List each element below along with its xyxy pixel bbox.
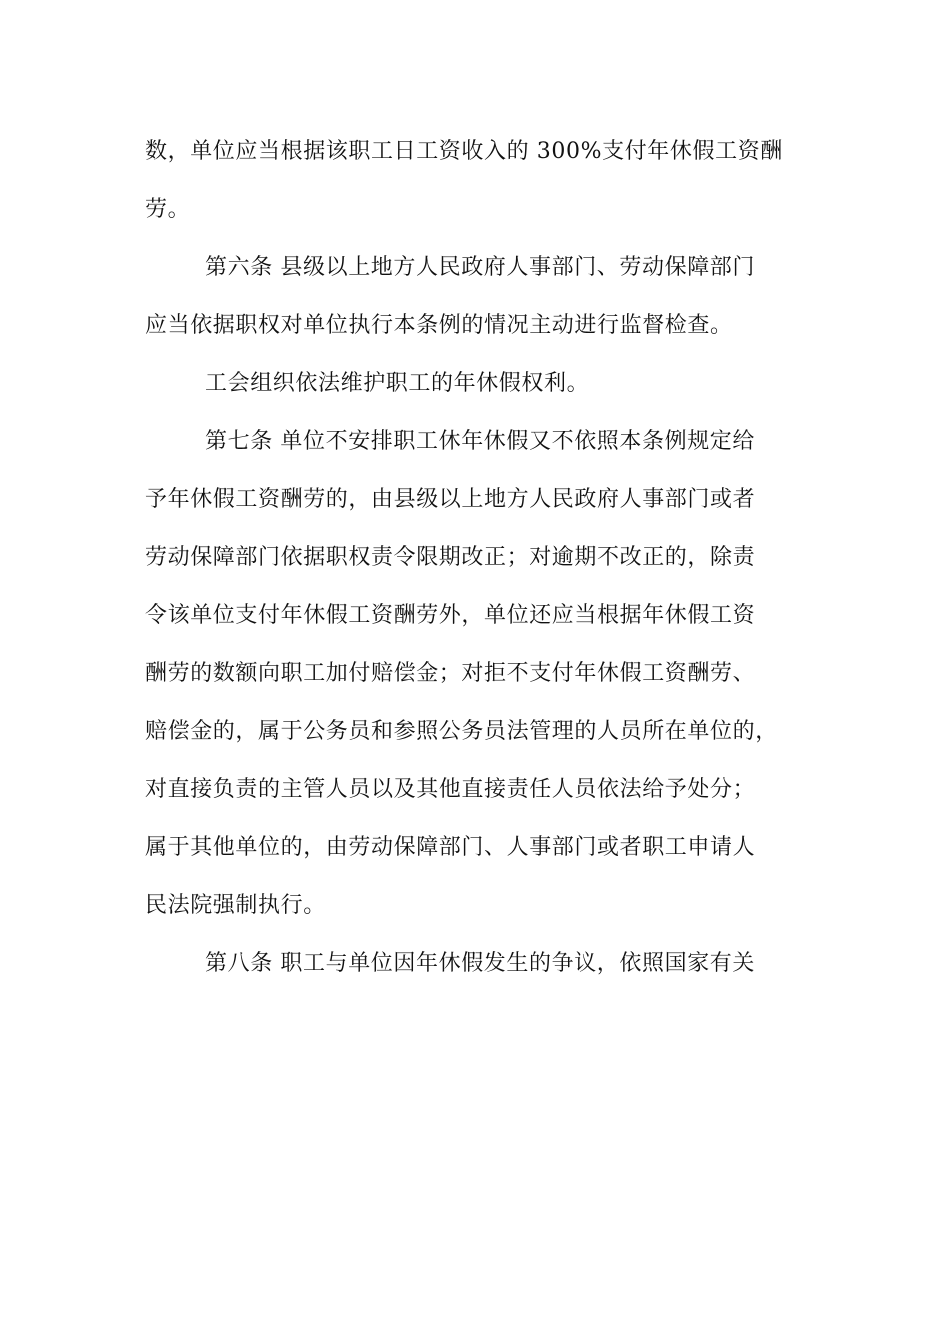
article-7-heading-line: 第七条 单位不安排职工休年休假又不依照本条例规定给 [205,429,755,454]
text-line-4: 应当依据职权对单位执行本条例的情况主动进行监督检查。 [145,313,733,338]
text-line-7: 予年休假工资酬劳的，由县级以上地方人民政府人事部门或者 [145,487,756,512]
text-line-13: 属于其他单位的，由劳动保障部门、人事部门或者职工申请人 [145,835,756,860]
text-line-10: 酬劳的数额向职工加付赔偿金；对拒不支付年休假工资酬劳、 [145,661,756,686]
article-6-heading-line: 第六条 县级以上地方人民政府人事部门、劳动保障部门 [205,255,755,280]
text-line-11: 赔偿金的，属于公务员和参照公务员法管理的人员所在单位的， [145,719,778,744]
text-line-2: 劳。 [145,197,191,222]
text-line-9: 令该单位支付年休假工资酬劳外，单位还应当根据年休假工资 [145,603,756,628]
article-8-heading-line: 第八条 职工与单位因年休假发生的争议，依照国家有关 [205,951,755,976]
union-paragraph-line: 工会组织依法维护职工的年休假权利。 [205,371,590,396]
text-line-1: 数，单位应当根据该职工日工资收入的 300%支付年休假工资酬 [145,139,783,164]
text-line-8: 劳动保障部门依据职权责令限期改正；对逾期不改正的，除责 [145,545,756,570]
text-line-14: 民法院强制执行。 [145,893,326,918]
text-line-12: 对直接负责的主管人员以及其他直接责任人员依法给予处分； [145,777,756,802]
document-body [145,128,815,998]
